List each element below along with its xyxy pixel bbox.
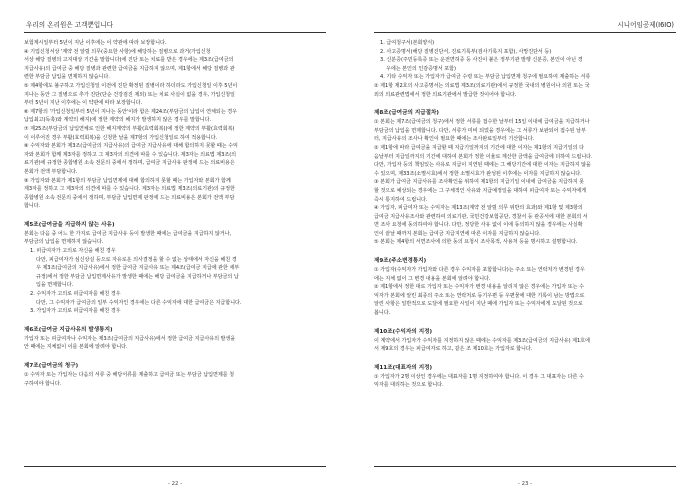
text-line: 우 제3조(급여금의 지급사유)에서 정한 급여금 지급사유 또는 제4조(급여금 지급에 관한 세부: [36, 265, 240, 272]
text-line: 다만, 가입자 등의 책임있는 사유로 지급이 지연된 때에는 그 해당기간에 대한 이자는 지급하지 않을: [374, 162, 591, 169]
text-line: 자와 본회가 함께 제3자를 정하고 그 제3자의 의견에 따를 수 있습니다. 제3자는 의료법 제3조(의: [24, 151, 237, 158]
text-line: 에는 지체 없이 그 변경 내용을 본회에 알려야 합니다.: [374, 275, 491, 282]
text-line: 즉시 통지하여 드립니다.: [374, 196, 428, 203]
text-line: ⑧ 수익자와 본회가 제3조(급여금의 지급사유)의 급여금 지급사유에 대해 합의하지 못할 때는 수익: [24, 143, 238, 150]
text-line: ② 제1항에서 정한 대로 가입자 또는 수익자가 변경 내용을 알리지 않은 경우에는 가입자 또는 수: [374, 284, 584, 291]
text-line: 규정)에서 정한 부담금 납입면제사유가 발생한 때에는 해당 급여금을 지급하거나 부담금의 납: [36, 273, 239, 280]
right-page: [358, 0, 692, 495]
right-page-number: - 23 -: [517, 481, 533, 487]
right-page-header: [374, 6, 676, 33]
paragraph-spacer: [374, 354, 676, 364]
text-line: 터, 지급사유의 조사나 확인이 필요한 때에는 조사완료일부터 기산합니다.: [374, 136, 535, 143]
text-line: 1. 피급여자가 고의로 자신을 해친 경우: [30, 248, 116, 255]
text-line: ③ 본회가 급여금 지급사유를 조사확인을 위하여 제1항의 지급기일 이내에 급여금을 지급하지 못: [374, 179, 585, 186]
text-line: 합니다.: [24, 203, 41, 210]
text-line: 다만, 피급여자가 심신상실 등으로 자유로운 의사결정을 할 수 없는 상태에서 자신을 해친 경: [36, 256, 237, 263]
text-line: 음날부터 지급일까지의 기간에 대하여 본회가 정한 이율로 계산한 금액을 급여금에 더하여 드립니다.: [374, 153, 593, 160]
text-line: 련한 부담금 납입을 면제하지 않습니다.: [24, 74, 110, 81]
left-page-body: [24, 33, 326, 388]
text-line: 부담금의 납입을 면제하지 않습니다.: [24, 239, 104, 246]
text-line: 보험계시일부터 5년이 지난 이후에는 이 약관에 따라 보장합니다.: [24, 40, 167, 46]
text-line: 할 것으로 예상되는 경우에는 그 구체적인 사유와 지급예정일을 대하여 피급여자 또는 수익자에게: [374, 187, 587, 194]
text-line: 종합병원 소속 전문의 중에서 정하며, 부담금 납입면제 판정에 드는 의료비용은 본회가 전액 부담: [24, 194, 235, 201]
text-line: 면 조사 요청에 동의하여야 합니다. 다만, 정당한 사유 없이 이에 동의하지 않을 경우에는 사실확: [374, 222, 583, 229]
text-line: 료기관)에 규정한 종합병원 소속 전문의 중에서 정하며, 급여금 지급사유 판정에 드는 의료비용은: [24, 160, 235, 167]
text-line: 입을 면제합니다.: [36, 282, 74, 289]
text-line: 안 때에는 지체없이 이를 본회에 알려야 합니다.: [24, 344, 128, 351]
text-line: 서상 해당 질병의 고지대상 기간을 말합니다)에 진단 또는 치료를 받은 경우에는 제3조(급여금의: [24, 57, 234, 64]
right-header-title: 시니어임공제(I6IO): [617, 21, 674, 29]
text-line: 이 이루어진 경우 부활(효력회복)을 신청한 날을 제7항의 가입신청일로 하여 적용합니다.: [24, 134, 218, 141]
text-line: ① 가입자가 2명 이상인 경우에는 대표자를 1명 지정하여야 합니다. 이 경우 그 대표자는 다른 수: [374, 373, 584, 380]
text-line: 1. 급여청구서(본회양식): [380, 40, 435, 46]
text-line: 급여금 지급사유조사와 관련하여 의료기관, 국민건강보험공단, 경찰서 등 관공서에 대한 본회의 서: [374, 213, 588, 220]
section-heading: 제10조(수익자의 지정): [374, 328, 433, 335]
left-page-footer: [24, 466, 326, 489]
text-line: 우에는 본인의 인감증명서 포함): [386, 65, 456, 72]
text-line: 알린 사항은 일반적으로 도달에 필요한 시일이 지난 때에 가입자 또는 수익자에게 도달된 것으로: [374, 301, 583, 308]
text-line: ④ 기업신청서상 '계약 전 알릴 의무(중요한 사항)에 해당하는 질병으로 과거(가입신청: [24, 48, 211, 55]
text-line: 지나는 동안 그 질병으로 추가 진단(단순 건강검진 제외) 또는 치료 사실이 없을 경우, 가입신청일: [24, 91, 235, 98]
text-line: ⑦ 제25조(부담금의 납입연체로 인한 해지계약의 부활(효력회복))에 정한 계약의 부활(효력회복): [24, 125, 235, 132]
text-line: 3. 가입자가 고의로 피급여자를 해친 경우: [30, 308, 121, 315]
text-line: ② 제1항에 따라 급여금을 지급할 때 지급기일까지의 기간에 대한 이자는 제1항의 지급기일의 다: [374, 144, 584, 151]
left-page-number: - 22 -: [167, 481, 183, 487]
left-page: [8, 0, 342, 495]
section-heading: 제5조(급여금을 지급하지 않는 사유): [24, 221, 115, 228]
section-heading: 제7조(급여금의 청구): [24, 363, 79, 369]
text-line: ⑤ 본회는 제4항의 서면조사에 의한 동의 요청시 조사목적, 사용처 등을 명시하고 설명합니다.: [374, 239, 578, 246]
text-line: 3. 신분증(주민등록증 또는 운전면허증 등 사진이 붙은 정부기관 발행 신분증, 본인이 아닌 경: [380, 57, 583, 64]
paragraph-spacer: [374, 99, 676, 109]
text-line: ① 가입자(수익자가 가입자와 다른 경우 수익자를 포함합니다)는 주소 또는 연락처가 변경된 경우: [374, 267, 585, 274]
section-heading: 제8조(급여금의 지급절차): [374, 110, 439, 117]
text-line: ② 제1항 제2호의 사고증명서는 의료법 제3조(의료기관)에서 규정한 국내의 병원이나 의원 또는 국: [374, 82, 590, 89]
text-line: 가입자 또는 피급여자나 수익자는 제3조(급여금의 지급사유)에서 정한 급여금 지급사유의 발생을: [24, 335, 236, 342]
text-line: ① 수익자 또는 가입자는 다음의 서류 중 해당서류를 제출하고 급여금 또는 부담금 납입면제를 청: [24, 372, 234, 378]
text-line: 익자가 본회에 알린 최종의 주소 또는 연락처로 등기우편 등 우편물에 대한 기록이 남는 방법으로: [374, 292, 585, 299]
text-line: 본회가 전액 부담합니다.: [24, 168, 78, 175]
text-line: 부터 5년이 지난 이후에는 이 약관에 따라 보장합니다.: [24, 100, 143, 107]
text-line: 구하여야 합니다.: [24, 380, 62, 387]
right-page-body: [374, 33, 676, 390]
text-line: 4. 기타 수익자 또는 가입자가 급여금 수령 또는 부담금 납입면제 청구에 필요하여 제출하는 서류: [380, 74, 591, 81]
text-line: ⑨ 가입자와 본회가 제1항의 부담금 납입면제에 대해 합의하지 못할 때는 가입자와 본회가 함께: [24, 177, 231, 184]
paragraph-spacer: [24, 352, 326, 362]
paragraph-spacer: [24, 316, 326, 326]
text-line: ④ 가입자, 피급여자 또는 수익자는 제13조(계약 전 알릴 의무 위반의 효과)와 제1항 및 제3항의: [374, 205, 583, 212]
text-line: 수 있으며, 제33조(소멸시효)에서 정한 소멸시효가 완성된 이후에는 이자를 지급하지 않습니다.: [374, 170, 582, 177]
left-header-title: 우리의 온리원은 고객뿐입니다: [26, 21, 113, 29]
text-line: 제3자를 정하고 그 제3자의 의견에 따를 수 있습니다. 제3자는 의료법 제3조(의료기관)의 규정한: [24, 186, 235, 193]
text-line: 봅니다.: [374, 310, 391, 317]
text-line: 본회는 다음 중 어느 한 가지로 급여금 지급사유 등이 발생한 때에는 급여금을 지급하지 않거나,: [24, 230, 232, 237]
text-line: ⑥ 제7항의 '가입신청일부터 5년이 지나는 동안'이라 함은 제24조(부담금의 납입이 연체되는 경우: [24, 108, 237, 115]
text-line: 납입최고(독촉)와 계약의 해지)에 정한 계약의 해지가 발생하지 않은 경우를 말합니다.: [24, 117, 212, 124]
text-line: 인이 끝날 때까지 본회는 급여금 지급지연에 따른 이자를 지급하지 않습니다.: [374, 230, 541, 237]
paragraph-spacer: [374, 318, 676, 328]
left-page-header: [24, 6, 326, 33]
text-line: 부담금의 납입을 면제합니다. 다만, 서류가 미비 되었을 경우에는 그 서류가 보완되어 접수된 날부: [374, 127, 586, 134]
section-heading: 제9조(주소변경통지): [374, 258, 427, 265]
text-line: 서 제9호의 경우는 피급여자로 하고, 같은 조 제10호는 가입자로 합니다.: [374, 346, 533, 353]
paragraph-spacer: [374, 247, 676, 257]
text-line: 외의 의료관련법에서 정한 의료기관에서 발급한 것이어야 합니다.: [374, 91, 517, 98]
right-page-footer: [374, 466, 676, 489]
text-line: 2. 사고증명서(해당 질병진단서, 진료기록부(검사기록지 포함), 사망진단서 등): [380, 48, 552, 55]
text-line: ① 본회는 제7조(급여금의 청구)에서 정한 서류를 접수한 날부터 15일 이내에 급여금을 지급하거나: [374, 119, 590, 126]
text-line: 지급사유)의 급여금 중 해당 질병과 관련한 급여금을 지급하지 않으며, 제1항에서 해당 질병과 관: [24, 65, 235, 72]
text-line: ⑤ 제4항에도 불구하고 가입신청일 이전에 진단 확정된 질병이라 하더라도 가입신청일 이후 5년이: [24, 82, 238, 89]
text-line: 익자를 대리하는 것으로 합니다.: [374, 382, 444, 389]
section-heading: 제6조(급여금 지급사유의 발생통지): [24, 326, 113, 333]
text-line: 다만, 그 수익자가 급여금의 일부 수익자인 경우에는 다른 수익자에 대한 급여금은 지급합니다.: [36, 299, 242, 306]
text-line: 이 계약에서 가입자가 수익자를 지정하지 않은 때에는 수익자를 제3조(급여금의 지급사유) 제1호에: [374, 337, 590, 344]
text-line: 2. 수익자가 고의로 피급여자를 해친 경우: [30, 291, 121, 298]
section-heading: 제11조(대표자의 지정): [374, 364, 433, 371]
paragraph-spacer: [24, 211, 326, 221]
